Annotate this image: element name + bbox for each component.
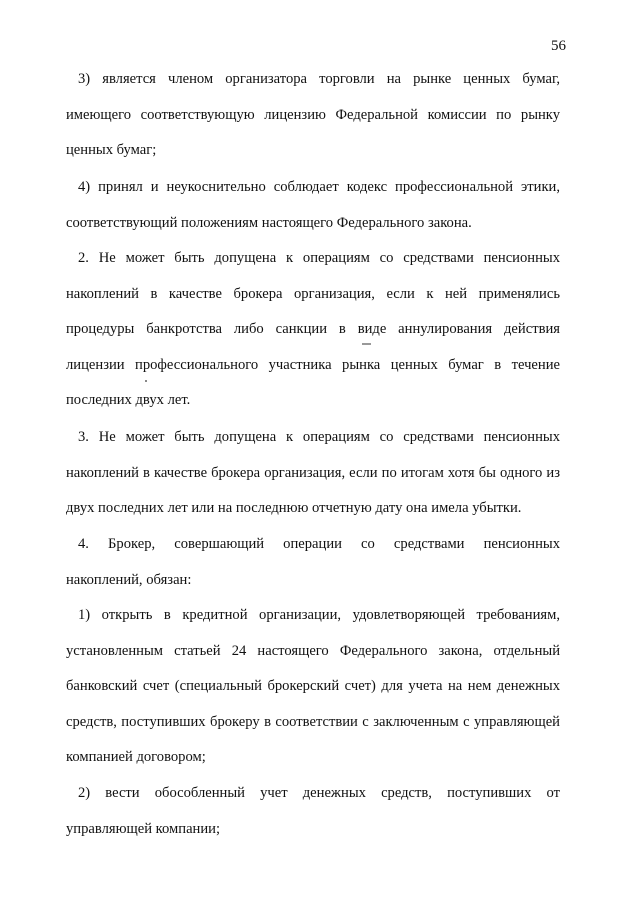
paragraph-item-3 — [66, 62, 560, 169]
paragraph-section-3 — [66, 420, 560, 527]
text-line: установленным статьей 24 настоящего Федерального закона, отдельный — [66, 642, 560, 659]
text-line: 4) принял и неукоснительно соблюдает кодекс профессиональной этики, — [78, 179, 560, 195]
text-line: 2) вести обособленный учет денежных средств, поступивших от — [78, 785, 560, 801]
text-line: последних двух лет. — [66, 392, 191, 409]
text-line: банковский счет (специальный брокерский счет) для учета на нем денежных — [66, 678, 560, 695]
paragraph-duty-2 — [66, 776, 560, 847]
page-number: 56 — [551, 38, 566, 54]
text-line: средств, поступивших брокеру в соответствии с заключенным с управляющей — [66, 713, 560, 730]
text-line: двух последних лет или на последнюю отчетную дату она имела убытки. — [66, 500, 522, 517]
text-line: соответствующий положениям настоящего Федерального закона. — [66, 214, 472, 231]
text-line: имеющего соответствующую лицензию Федеральной комиссии по рынку — [66, 106, 560, 123]
paragraph-duty-1 — [66, 598, 560, 776]
text-line: накоплений в качестве брокера организация, если к ней применялись — [66, 285, 560, 302]
text-line: 2. Не может быть допущена к операциям со средствами пенсионных — [78, 250, 560, 266]
text-line: накоплений, обязан: — [66, 571, 192, 588]
text-line: 1) открыть в кредитной организации, удовлетворяющей требованиям, — [78, 607, 560, 623]
paragraph-section-4 — [66, 527, 560, 598]
text-line: накоплений в качестве брокера организация, если по итогам хотя бы одного из — [66, 464, 560, 481]
paragraph-section-2 — [66, 241, 560, 419]
text-line: управляющей компании; — [66, 820, 221, 837]
text-line: процедуры банкротства либо санкции в виде аннулирования действия — [66, 321, 560, 338]
text-line: лицензии профессионального участника рынка ценных бумаг в течение — [66, 356, 560, 373]
text-line: 3) является членом организатора торговли на рынке ценных бумаг, — [78, 71, 560, 87]
text-line: компанией договором; — [66, 749, 206, 766]
text-line: ценных бумаг; — [66, 142, 157, 159]
text-line: 4. Брокер, совершающий операции со средствами пенсионных — [78, 536, 560, 552]
paragraph-item-4 — [66, 170, 560, 241]
text-line: 3. Не может быть допущена к операциям со средствами пенсионных — [78, 429, 560, 445]
